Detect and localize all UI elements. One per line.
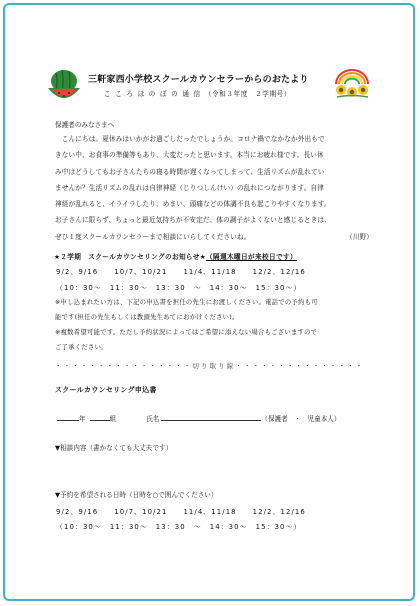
- class-label: 組: [109, 415, 117, 423]
- letter-signature: （川野）: [346, 232, 373, 241]
- grade-field[interactable]: [57, 413, 79, 421]
- letter-line-last: ぜひ１度スクールカウンセラーまで相談にいらしてくださいね。: [55, 232, 251, 241]
- notice-note-line: ご了承ください。: [55, 344, 108, 351]
- form-name-row: [57, 413, 341, 423]
- applicant-type[interactable]: （保護者 ・ 児童本人）: [261, 415, 341, 423]
- class-field[interactable]: [90, 413, 110, 421]
- notice-heading: [54, 251, 297, 261]
- notice-note-line: 能です(担任の先生もしくは教頭先生あてにおかけください)。: [55, 314, 239, 321]
- name-label: 氏名: [146, 415, 160, 423]
- notice-heading-visit-day: （隔週木曜日が来校日です）: [206, 253, 297, 261]
- notice-heading-text: ★２学期 スクールカウンセリングのお知らせ★: [54, 253, 207, 261]
- year-label: 年: [79, 415, 86, 423]
- letter-line: 神経が乱れると、イライラしたり、めまい、頭痛などの体調不良も起こりやすくなります。: [55, 200, 331, 209]
- form-times[interactable]: （10：30～ 11：30～ 13：30 ～ 14：30～ 15：30～）: [56, 523, 302, 531]
- form-title: スクールカウンセリング申込書: [55, 386, 157, 394]
- letter-body: [55, 131, 373, 245]
- letter-line: きない中、お食事の準備等もあり、大変だったと思います。本当にお疲れ様です。長い休: [55, 151, 324, 160]
- letter-line: お子さんに限らず、ちょっと最近気持ちが不安定だ、体の調子がよくないと感じるときは、: [55, 216, 331, 225]
- subtitle-name: こころほのぼの通信: [104, 90, 205, 98]
- newsletter-subtitle: [104, 88, 291, 98]
- letter-line: [55, 229, 373, 245]
- notice-times: （10：30～ 11：30～ 13：30 ～ 14：30～ 15：30～）: [56, 284, 302, 292]
- wish-label: ▼予約を希望される日時（日時を○で囲んでください）: [55, 491, 218, 499]
- notice-note-line: ※申し込まれたい方は、下記の申込書を担任の先生にお渡しください。電話での予約も可: [55, 299, 318, 306]
- rainbow-sunflower-icon: [330, 64, 374, 100]
- letter-line: こんにちは。夏休みはいかがお過ごしだったでしょうか。コロナ禍でなかなか外出もで: [55, 135, 325, 143]
- letter-line: み中はどうしてもお子さんたちの寝る時間が遅くなってしまって、生活リズムが乱れてい: [55, 167, 325, 176]
- letter-greeting: 保護者のみなさまへ: [55, 121, 115, 129]
- cut-line: ・・・・・・・・・・・・・・・・切り取り線・・・・・・・・・・・・・・・: [55, 362, 365, 370]
- notice-dates: 9/2、9/16 10/7、10/21 11/4、11/18 12/2、12/16: [56, 268, 306, 276]
- newsletter-title: 三軒家西小学校スクールカウンセラーからのおたより: [88, 75, 309, 85]
- name-field[interactable]: [161, 413, 261, 421]
- consult-label: ▼相談内容（書かなくても大丈夫です）: [55, 444, 173, 452]
- letter-line: ませんか？生活リズムの乱れは自律神経（じりつしんけい）の乱れにつながります。自律: [55, 183, 324, 192]
- notice-note-line: ※複数希望可能です。ただし予約状況によってはご希望に添えない場合もございますので: [55, 329, 318, 336]
- watermelon-icon: [44, 68, 84, 102]
- form-dates[interactable]: 9/2、9/16 10/7、10/21 11/4、11/18 12/2、12/16: [56, 508, 306, 516]
- subtitle-issue: （令和３年度 ２学期号）: [204, 90, 292, 98]
